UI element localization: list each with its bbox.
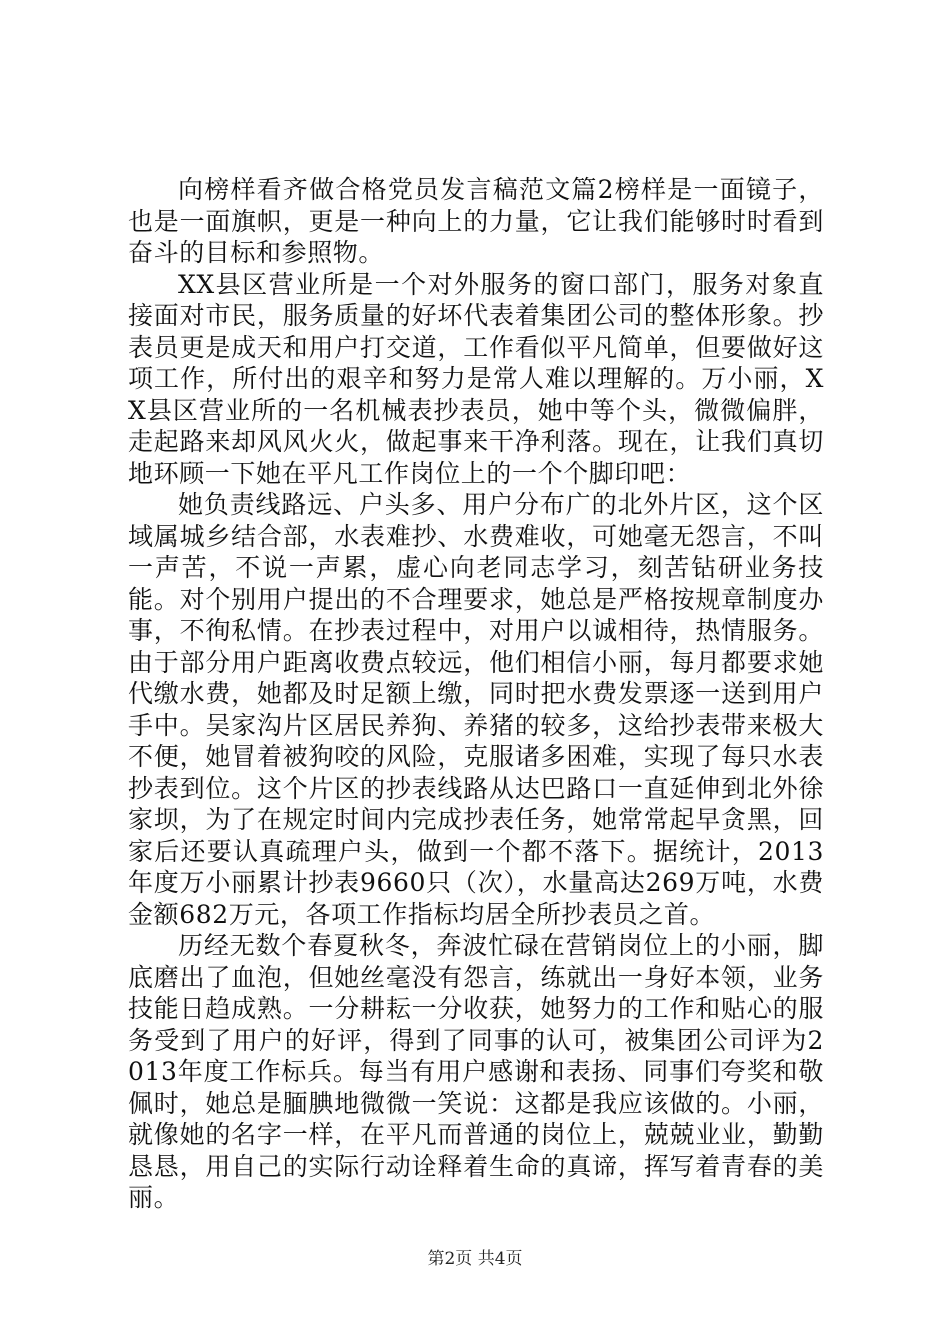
document-body <box>128 174 824 1214</box>
paragraph-3: 她负责线路远、户头多、用户分布广的北外片区，这个区域属城乡结合部，水表难抄、水费难收，可她毫无怨言，不叫一声苦，不说一声累，虚心向老同志学习，刻苦钻研业务技能。对个别用户提出的不合理要求，她总是严格按规章制度办事，不徇私情。在抄表过程中，对用户以诚相待，热情服务。由于部分用户距离收费点较远，他们相信小丽，每月都要求她代缴水费，她都及时足额上缴，同时把水费发票逐一送到用户手中。吴家沟片区居民养狗、养猪的较多，这给抄表带来极大不便，她冒着被狗咬的风险，克服诸多困难，实现了每只水表抄表到位。这个片区的抄表线路从达巴路口一直延伸到北外徐家坝，为了在规定时间内完成抄表任务，她常常起早贪黑，回家后还要认真疏理户头，做到一个都不落下。据统计，2013年度万小丽累计抄表9660只（次），水量高达269万吨，水费金额682万元，各项工作指标均居全所抄表员之首。 <box>128 490 824 929</box>
paragraph-2: XX县区营业所是一个对外服务的窗口部门，服务对象直接面对市民，服务质量的好坏代表着集团公司的整体形象。抄表员更是成天和用户打交道，工作看似平凡简单，但要做好这项工作，所付出的艰辛和努力是常人难以理解的。万小丽，XX县区营业所的一名机械表抄表员，她中等个头，微微偏胖，走起路来却风风火火，做起事来干净利落。现在，让我们真切地环顾一下她在平凡工作岗位上的一个个脚印吧： <box>128 269 824 488</box>
page-number-footer: 第2页 共4页 <box>427 1249 523 1269</box>
paragraph-4: 历经无数个春夏秋冬，奔波忙碌在营销岗位上的小丽，脚底磨出了血泡，但她丝毫没有怨言，练就出一身好本领，业务技能日趋成熟。一分耕耘一分收获，她努力的工作和贴心的服务受到了用户的好评，得到了同事的认可，被集团公司评为2013年度工作标兵。每当有用户感谢和表扬、同事们夸奖和敬佩时，她总是腼腆地微微一笑说：这都是我应该做的。小丽，就像她的名字一样，在平凡而普通的岗位上，兢兢业业，勤勤恳恳，用自己的实际行动诠释着生命的真谛，挥写着青春的美丽。 <box>128 931 824 1212</box>
paragraph-1: 向榜样看齐做合格党员发言稿范文篇2榜样是一面镜子，也是一面旗帜，更是一种向上的力量，它让我们能够时时看到奋斗的目标和参照物。 <box>128 175 824 267</box>
